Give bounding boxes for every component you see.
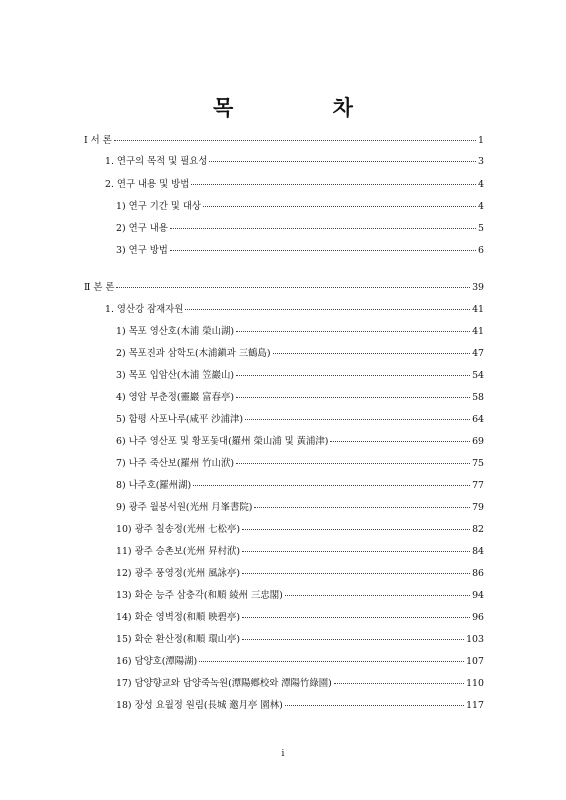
dot-leader [236,462,470,464]
toc-entry[interactable] [116,480,484,492]
dot-leader [170,227,476,229]
toc-entry-page: 82 [472,524,484,535]
toc-entry[interactable] [105,156,484,168]
toc-entry[interactable] [116,700,484,712]
toc-entry-page: 6 [478,245,484,256]
toc-entry-page: 103 [466,634,484,645]
toc-entry-label: 11) 광주 승촌보(光州 昇村洑) [116,546,240,557]
toc-entry-label: 3) 연구 방법 [116,245,168,256]
dot-leader [193,484,470,486]
dot-leader [242,550,470,552]
dot-leader [242,616,470,618]
toc-entry-label: 6) 나주 영산포 및 황포돛대(羅州 榮山浦 및 黃浦津) [116,436,329,447]
toc-entry-page: 3 [478,156,484,167]
toc-entry-page: 58 [472,392,484,403]
toc-entry-label: 1. 영산강 잠재자원 [105,304,184,315]
toc-entry-label: Ⅱ 본 론 [84,282,115,293]
dot-leader [245,418,470,420]
toc-entry-label: 1) 연구 기간 및 대상 [116,201,201,212]
toc-entry-page: 1 [478,135,484,146]
toc-entry-label: 13) 화순 능주 삼충각(和順 綾州 三忠閣) [116,590,283,601]
toc-entry-page: 79 [472,502,484,513]
toc-entry-label: Ⅰ 서 론 [84,135,112,146]
dot-leader [254,506,470,508]
toc-entry-page: 41 [472,304,484,315]
toc-entry-page: 39 [472,282,484,293]
dot-leader [209,160,476,162]
toc-entry-label: 4) 영암 부춘정(靈巖 富春亭) [116,392,235,403]
toc-entry-page: 77 [472,480,484,491]
toc-entry-page: 96 [472,612,484,623]
toc-entry-page: 47 [472,348,484,359]
dot-leader [185,308,470,310]
toc-entry[interactable] [116,245,484,257]
toc-entry[interactable] [116,436,484,448]
toc-entry-label: 14) 화순 영벽정(和順 映碧亭) [116,612,240,623]
toc-entry-label: 10) 광주 칠송정(光州 七松亭) [116,524,240,535]
toc-entry-label: 9) 광주 월봉서원(光州 月峯書院) [116,502,253,513]
dot-leader [236,374,470,376]
toc-entry[interactable] [116,326,484,338]
dot-leader [242,572,470,574]
toc-entry-label: 5) 함평 사포나루(咸平 沙浦津) [116,414,244,425]
dot-leader [236,330,470,332]
toc-entry[interactable] [116,392,484,404]
toc-entry[interactable] [116,370,484,382]
toc-entry-page: 41 [472,326,484,337]
dot-leader [114,139,476,141]
toc-entry-label: 12) 광주 풍영정(光州 風詠亭) [116,568,240,579]
toc-entry[interactable] [105,179,484,191]
toc-entry-page: 75 [472,458,484,469]
toc-entry-page: 86 [472,568,484,579]
toc-entry-page: 110 [466,678,484,689]
toc-entry[interactable] [84,282,484,294]
toc-entry[interactable] [116,546,484,558]
dot-leader [242,528,470,530]
toc-entry-page: 94 [472,590,484,601]
dot-leader [330,440,470,442]
toc-entry-page: 4 [478,201,484,212]
toc-entry[interactable] [116,223,484,235]
page-title: 목 차 [213,95,399,120]
toc-entry-label: 2) 연구 내용 [116,223,168,234]
dot-leader [116,286,470,288]
toc-entry[interactable] [116,458,484,470]
toc-entry[interactable] [116,656,484,668]
toc-entry-page: 4 [478,179,484,190]
toc-entry-page: 69 [472,436,484,447]
toc-entry-label: 1. 연구의 목적 및 필요성 [105,156,208,167]
footer-page-number: i [281,749,285,759]
toc-entry[interactable] [116,612,484,624]
dot-leader [203,205,476,207]
dot-leader [273,352,470,354]
dot-leader [199,660,464,662]
dot-leader [334,682,464,684]
toc-entry[interactable] [116,502,484,514]
toc-entry[interactable] [116,678,484,690]
toc-entry-label: 18) 장성 요월정 원림(長城 邀月亭 園林) [116,700,283,711]
toc-entry[interactable] [84,135,484,147]
toc-entry-page: 54 [472,370,484,381]
toc-entry-label: 15) 화순 환산정(和順 環山亭) [116,634,240,645]
toc-entry-label: 8) 나주호(羅州湖) [116,480,192,491]
dot-leader [191,183,476,185]
toc-entry[interactable] [116,201,484,213]
toc-entry-label: 1) 목포 영산호(木浦 榮山湖) [116,326,235,337]
toc-entry-page: 107 [466,656,484,667]
toc-entry-label: 16) 담양호(潭陽湖) [116,656,198,667]
toc-entry-label: 2) 목포진과 삼학도(木浦鎭과 三鶴島) [116,348,271,359]
toc-entry[interactable] [116,348,484,360]
toc-entry-page: 117 [466,700,484,711]
toc-entry[interactable] [116,414,484,426]
dot-leader [285,594,470,596]
toc-entry-page: 64 [472,414,484,425]
toc-entry-page: 5 [478,223,484,234]
toc-entry[interactable] [105,304,484,316]
toc-entry[interactable] [116,590,484,602]
toc-entry-label: 7) 나주 죽산보(羅州 竹山洑) [116,458,235,469]
dot-leader [242,638,464,640]
toc-entry-label: 17) 담양향교와 담양죽녹원(潭陽鄕校와 潭陽竹綠園) [116,678,332,689]
toc-entry-label: 2. 연구 내용 및 방법 [105,179,190,190]
toc-entry[interactable] [116,524,484,536]
toc-entry[interactable] [116,634,484,646]
toc-entry-page: 84 [472,546,484,557]
toc-entry-label: 3) 목포 입암산(木浦 笠巖山) [116,370,235,381]
toc-entry[interactable] [116,568,484,580]
dot-leader [170,249,476,251]
dot-leader [236,396,470,398]
dot-leader [285,704,464,706]
